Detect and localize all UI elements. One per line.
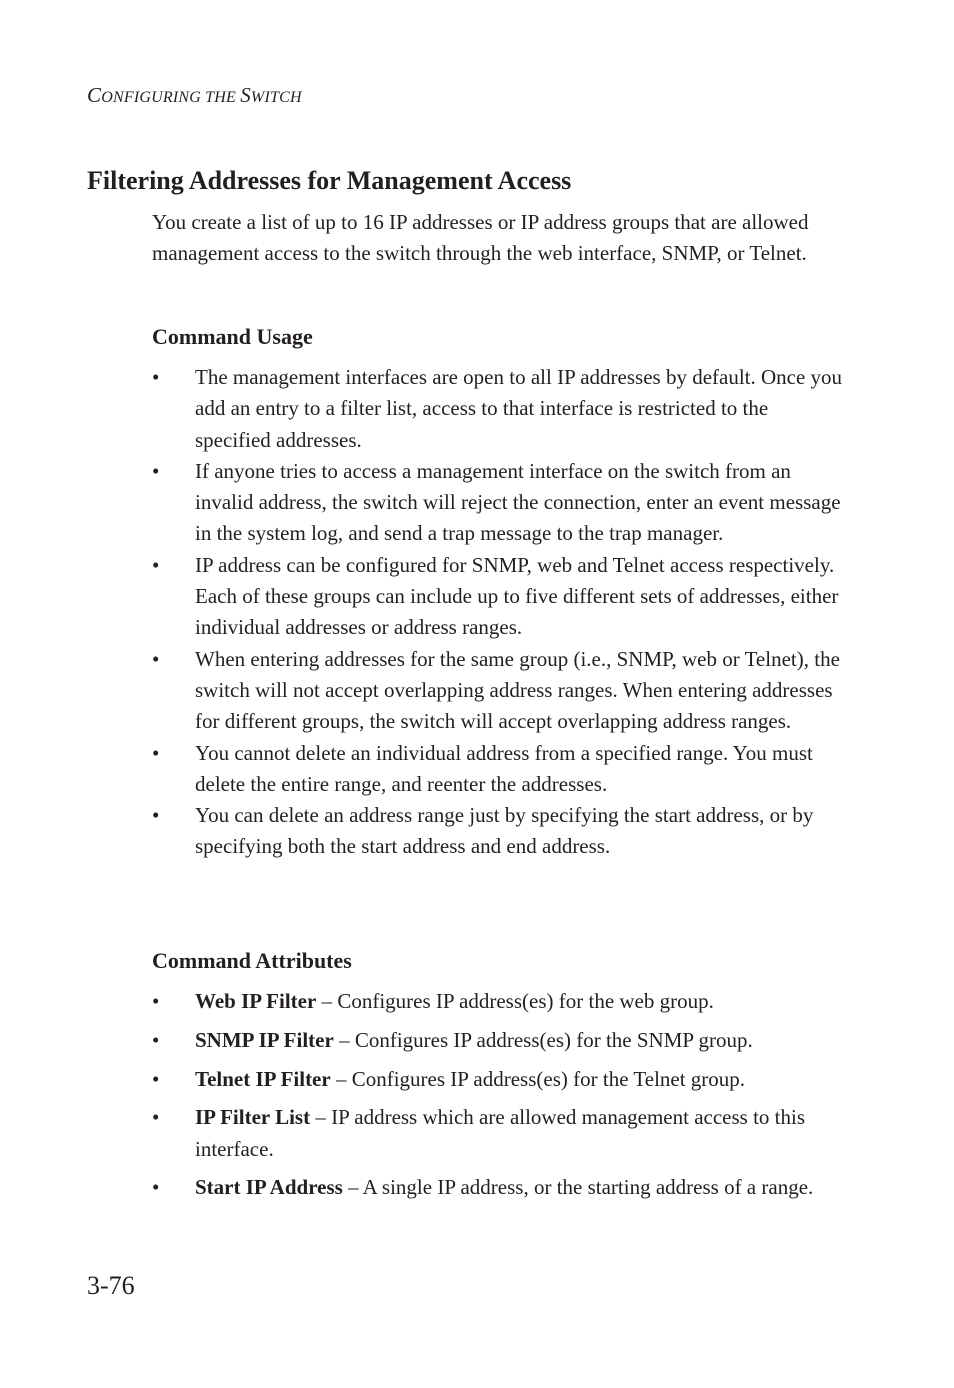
attribute-term: SNMP IP Filter — [195, 1027, 334, 1052]
bullet-marker: • — [152, 803, 160, 828]
bullet-marker: • — [152, 1105, 160, 1130]
attribute-term: Start IP Address — [195, 1175, 343, 1200]
attribute-description: – IP address which are allowed management access to this interface. — [195, 1105, 806, 1161]
running-head-initial-1: C — [87, 83, 102, 107]
attribute-item — [152, 1102, 844, 1165]
attribute-item — [152, 1172, 844, 1203]
attribute-term: Telnet IP Filter — [195, 1066, 331, 1091]
list-item-text: When entering addresses for the same group (i.e., SNMP, web or Telnet), the switch will not accept overlapping address ranges. When entering addresses for different groups, the switch will accept overlapping address ranges. — [195, 646, 840, 734]
running-head-initial-2: S — [240, 83, 251, 107]
list-item — [152, 800, 844, 863]
attribute-description: – Configures IP address(es) for the web group. — [316, 989, 714, 1013]
list-item-text: You cannot delete an individual address from a specified range. You must delete the entire range, and reenter the addresses. — [195, 740, 813, 796]
list-item-text: IP address can be configured for SNMP, web and Telnet access respectively. Each of these groups can include up to five different sets of addresses, either individual addresses or address ranges. — [195, 552, 839, 640]
bullet-marker: • — [152, 365, 160, 389]
section-title: Filtering Addresses for Management Access — [87, 166, 572, 195]
attribute-item — [152, 986, 844, 1017]
list-item — [152, 550, 844, 644]
command-usage-heading: Command Usage — [152, 324, 313, 349]
list-item — [152, 362, 844, 456]
attribute-description: – Configures IP address(es) for the SNMP group. — [333, 1027, 753, 1052]
bullet-marker: • — [152, 740, 160, 765]
running-head-rest-1: ONFIGURING THE — [101, 89, 241, 106]
attribute-description: – A single IP address, or the starting address of a range. — [342, 1175, 814, 1200]
bullet-marker: • — [152, 552, 160, 577]
running-head-rest-2: WITCH — [250, 89, 302, 106]
attribute-term: Web IP Filter — [195, 989, 317, 1013]
attribute-item — [152, 1025, 844, 1056]
attribute-term: IP Filter List — [195, 1105, 311, 1130]
bullet-marker: • — [152, 989, 160, 1013]
running-head — [87, 83, 302, 108]
bullet-marker: • — [152, 1066, 160, 1091]
list-item — [152, 456, 844, 550]
list-item-text: The management interfaces are open to all IP addresses by default. Once you add an entry to a filter list, access to that interface is restricted to the specified addresses. — [195, 365, 843, 452]
command-usage-list — [152, 362, 844, 863]
list-item-text: You can delete an address range just by specifying the start address, or by specifying both the start address and end address. — [195, 803, 814, 859]
bullet-marker: • — [152, 1027, 160, 1052]
page-number: 3-76 — [87, 1271, 135, 1300]
intro-paragraph: You create a list of up to 16 IP addresses or IP address groups that are allowed management access to the switch through the web interface, SNMP, or Telnet. — [152, 210, 809, 266]
command-attributes-list — [152, 986, 844, 1211]
command-attributes-heading: Command Attributes — [152, 948, 352, 973]
bullet-marker: • — [152, 458, 160, 483]
list-item-text: If anyone tries to access a management interface on the switch from an invalid address, the switch will reject the connection, enter an event message in the system log, and send a trap message to the trap manager. — [195, 458, 841, 546]
attribute-description: – Configures IP address(es) for the Telnet group. — [330, 1066, 746, 1091]
bullet-marker: • — [152, 1175, 160, 1200]
attribute-item — [152, 1064, 844, 1095]
bullet-marker: • — [152, 646, 160, 671]
list-item — [152, 644, 844, 738]
list-item — [152, 738, 844, 801]
